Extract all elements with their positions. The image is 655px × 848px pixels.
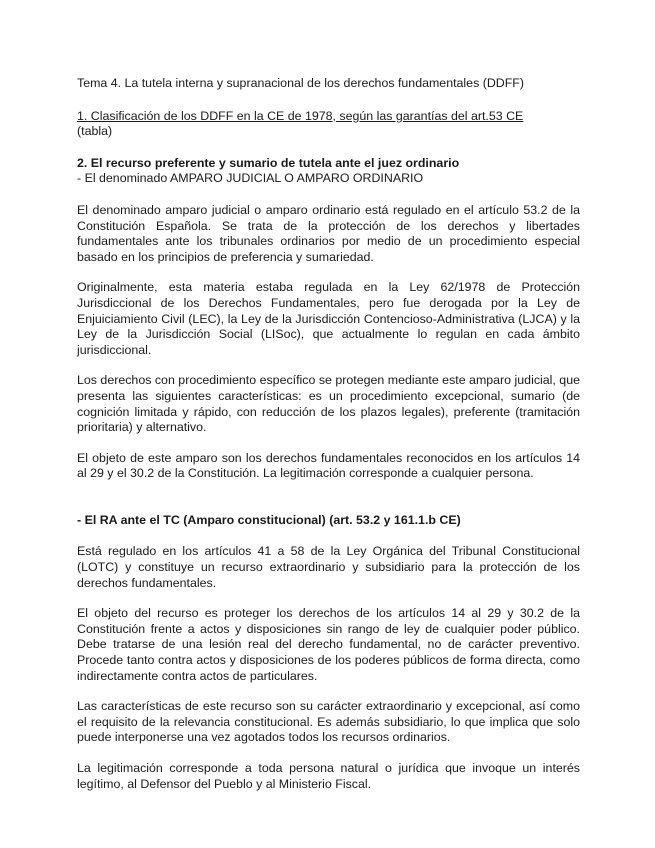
section-2-heading: 2. El recurso preferente y sumario de tutela ante el juez ordinario: [77, 155, 460, 170]
spacer: [77, 140, 580, 156]
spacer: [77, 187, 580, 203]
section-2-paragraph: El objeto de este amparo son los derechos fundamentales reconocidos en los artículos 14 al 29 y el 30.2 de la Constitución. La legitimación corresponde a cualquier persona.: [77, 450, 580, 481]
spacer: [77, 591, 580, 606]
spacer: [77, 436, 580, 451]
spacer: [77, 684, 580, 699]
section-3-paragraph: La legitimación corresponde a toda persona natural o jurídica que invoque un interés legítimo, al Defensor del Pueblo y al Ministerio Fiscal.: [77, 761, 580, 791]
section-2-subheading: - El denominado AMPARO JUDICIAL O AMPARO ORDINARIO: [77, 171, 424, 186]
section-3-heading: - El RA ante el TC (Amparo constitucional) (art. 53.2 y 161.1.b CE): [77, 512, 461, 527]
section-2-paragraph: Los derechos con procedimiento específico se protegen mediante este amparo judicial, que presenta las siguientes características: es un procedimiento excepcional, sumario (de cognición limitada y rápido, con reducción de los plazos legales), preferente (tramitación prioritaria) y alternativo.: [77, 373, 580, 435]
section-2-paragraph: El denominado amparo judicial o amparo ordinario está regulado en el artículo 53.2 de la Constitución Española. Se trata de la protección de los derechos y libertades fundamentales ante los tribunales ordinarios por medio de un procedimiento especial basado en los principios de preferencia y sumariedad.: [77, 202, 580, 264]
section-3-paragraph: Las características de este recurso son su carácter extraordinario y excepcional, así como el requisito de la relevancia constitucional. Es además subsidiario, lo que implica que solo puede interponerse una vez agotados todos los recursos ordinarios.: [77, 699, 580, 745]
section-1-note: (tabla): [77, 124, 113, 139]
section-1-heading: 1. Clasificación de los DDFF en la CE de 1978, según las garantías del art.53 CE: [77, 108, 524, 123]
spacer: [77, 265, 580, 280]
section-3-paragraph: Está regulado en los artículos 41 a 58 de la Ley Orgánica del Tribunal Constitucional (LOTC) y constituye un recurso extraordinario y subsidiario para la protección de los derechos fundamentales.: [77, 544, 580, 590]
spacer: [77, 746, 580, 761]
spacer: [77, 482, 580, 513]
document-title: Tema 4. La tutela interna y supranacional de los derechos fundamentales (DDFF): [77, 76, 524, 90]
section-3-paragraph: El objeto del recurso es proteger los derechos de los artículos 14 al 29 y 30.2 de la Constitución frente a actos y disposiciones sin rango de ley de cualquier poder público. Debe tratarse de una lesión real del derecho fundamental, no de carácter preventivo. Procede tanto contra actos y disposiciones de los poderes públicos de forma directa, como indirectamente contra actos de particulares.: [77, 606, 580, 683]
document-page: [77, 76, 580, 792]
spacer: [77, 358, 580, 373]
spacer: [77, 528, 580, 544]
section-2-paragraph: Originalmente, esta materia estaba regulada en la Ley 62/1978 de Protección Jurisdiccional de los Derechos Fundamentales, pero fue derogada por la Ley de Enjuiciamiento Civil (LEC), la Ley de la Jurisdicción Contencioso-Administrativa (LJCA) y la Ley de la Jurisdicción Social (LISoc), que actualmente lo regulan en cada ámbito jurisdiccional.: [77, 280, 580, 357]
